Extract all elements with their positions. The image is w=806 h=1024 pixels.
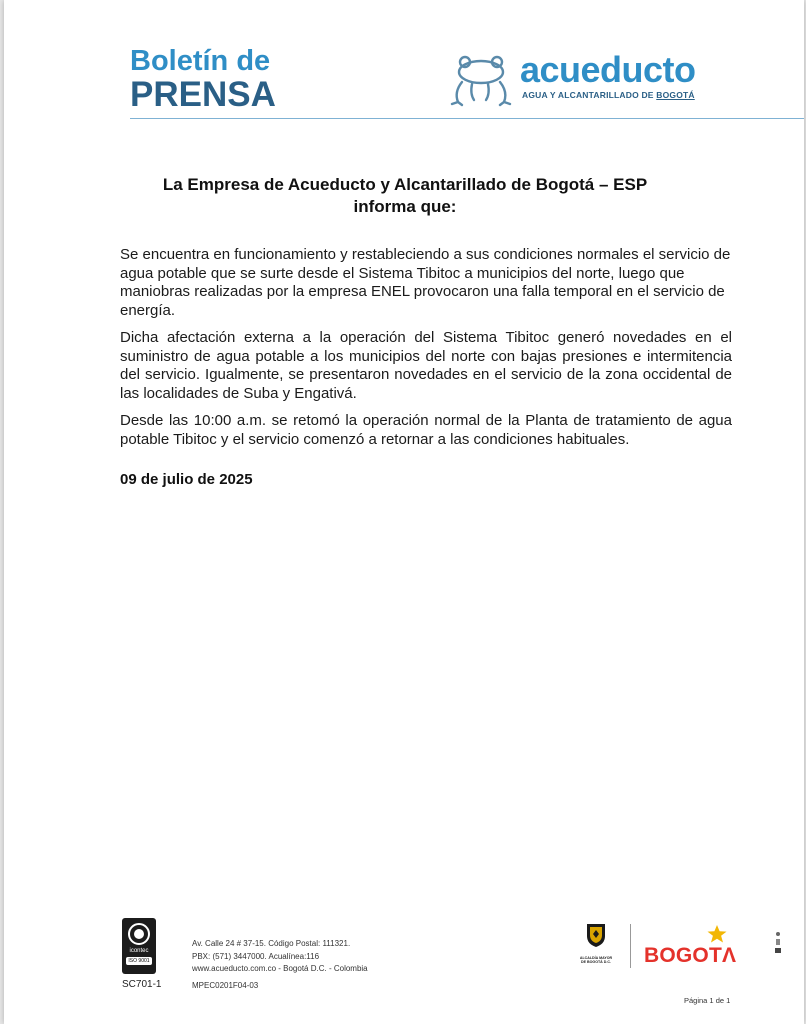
icontec-iso-badge: [122, 918, 156, 974]
side-mark-icon: [774, 930, 782, 956]
paragraph-3: Desde las 10:00 a.m. se retomó la operación normal de la Planta de tratamiento de agua potable Tibitoc y el servicio comenzó a retornar a las condiciones habituales.: [120, 412, 732, 448]
paragraph-1: Se encuentra en funcionamiento y restableciendo a sus condiciones normales el servicio de agua potable que se surte desde el Sistema Tibitoc a municipios del norte, luego que maniobras realizadas por la empresa ENEL provocaron una falla temporal en el servicio de energía.: [120, 246, 731, 319]
star-icon: [706, 924, 728, 944]
certificate-code: SC701-1: [122, 979, 162, 990]
alcaldia-logo: [576, 922, 616, 966]
release-date: 09 de julio de 2025: [120, 471, 253, 488]
press-release-page: [4, 0, 804, 1024]
header-divider: [130, 118, 804, 119]
icontec-label: icontec: [129, 948, 149, 954]
website-line: www.acueducto.com.co - Bogotá D.C. - Colombia: [192, 964, 368, 973]
frog-icon: [448, 52, 514, 108]
phone-line: PBX: (571) 3447000. Acualínea:116: [192, 951, 320, 961]
page-number: Página 1 de 1: [684, 996, 731, 1005]
paragraph-2: Dicha afectación externa a la operación del Sistema Tibitoc generó novedades en el suministro de agua potable a los municipios del norte con bajas presiones e intermitencia del servicio. Igualmente, se presentaron novedades en el servicio de la zona occidental de las localidades de Suba y Engativá.: [120, 329, 732, 402]
release-body: [120, 246, 732, 458]
form-code: MPEC0201F04-03: [192, 981, 259, 990]
icontec-seal-icon: [128, 923, 150, 945]
bulletin-title: [130, 47, 276, 112]
bulletin-title-line1: Boletín de: [130, 45, 271, 77]
footer-divider: [630, 924, 631, 968]
contact-info: [192, 938, 368, 976]
bulletin-title-line2: PRENSA: [130, 75, 276, 114]
acueducto-logo: [448, 49, 738, 108]
coat-of-arms-icon: [585, 922, 607, 948]
acueducto-tagline: AGUA Y ALCANTARILLADO DE BOGOTÁ: [522, 90, 695, 100]
heading-line1: La Empresa de Acueducto y Alcantarillado de Bogotá – ESP: [162, 175, 648, 194]
iso-label: ISO 9001: [126, 957, 152, 965]
heading-line2: informa que:: [353, 197, 457, 216]
alcaldia-caption: ALCALDÍA MAYOR DE BOGOTÁ D.C.: [579, 956, 613, 964]
address-line: Av. Calle 24 # 37-15. Código Postal: 111321.: [192, 939, 351, 948]
bogota-logo: BOGOTΛ: [644, 944, 737, 967]
release-heading: [120, 174, 690, 218]
acueducto-wordmark: acueducto: [520, 49, 696, 90]
